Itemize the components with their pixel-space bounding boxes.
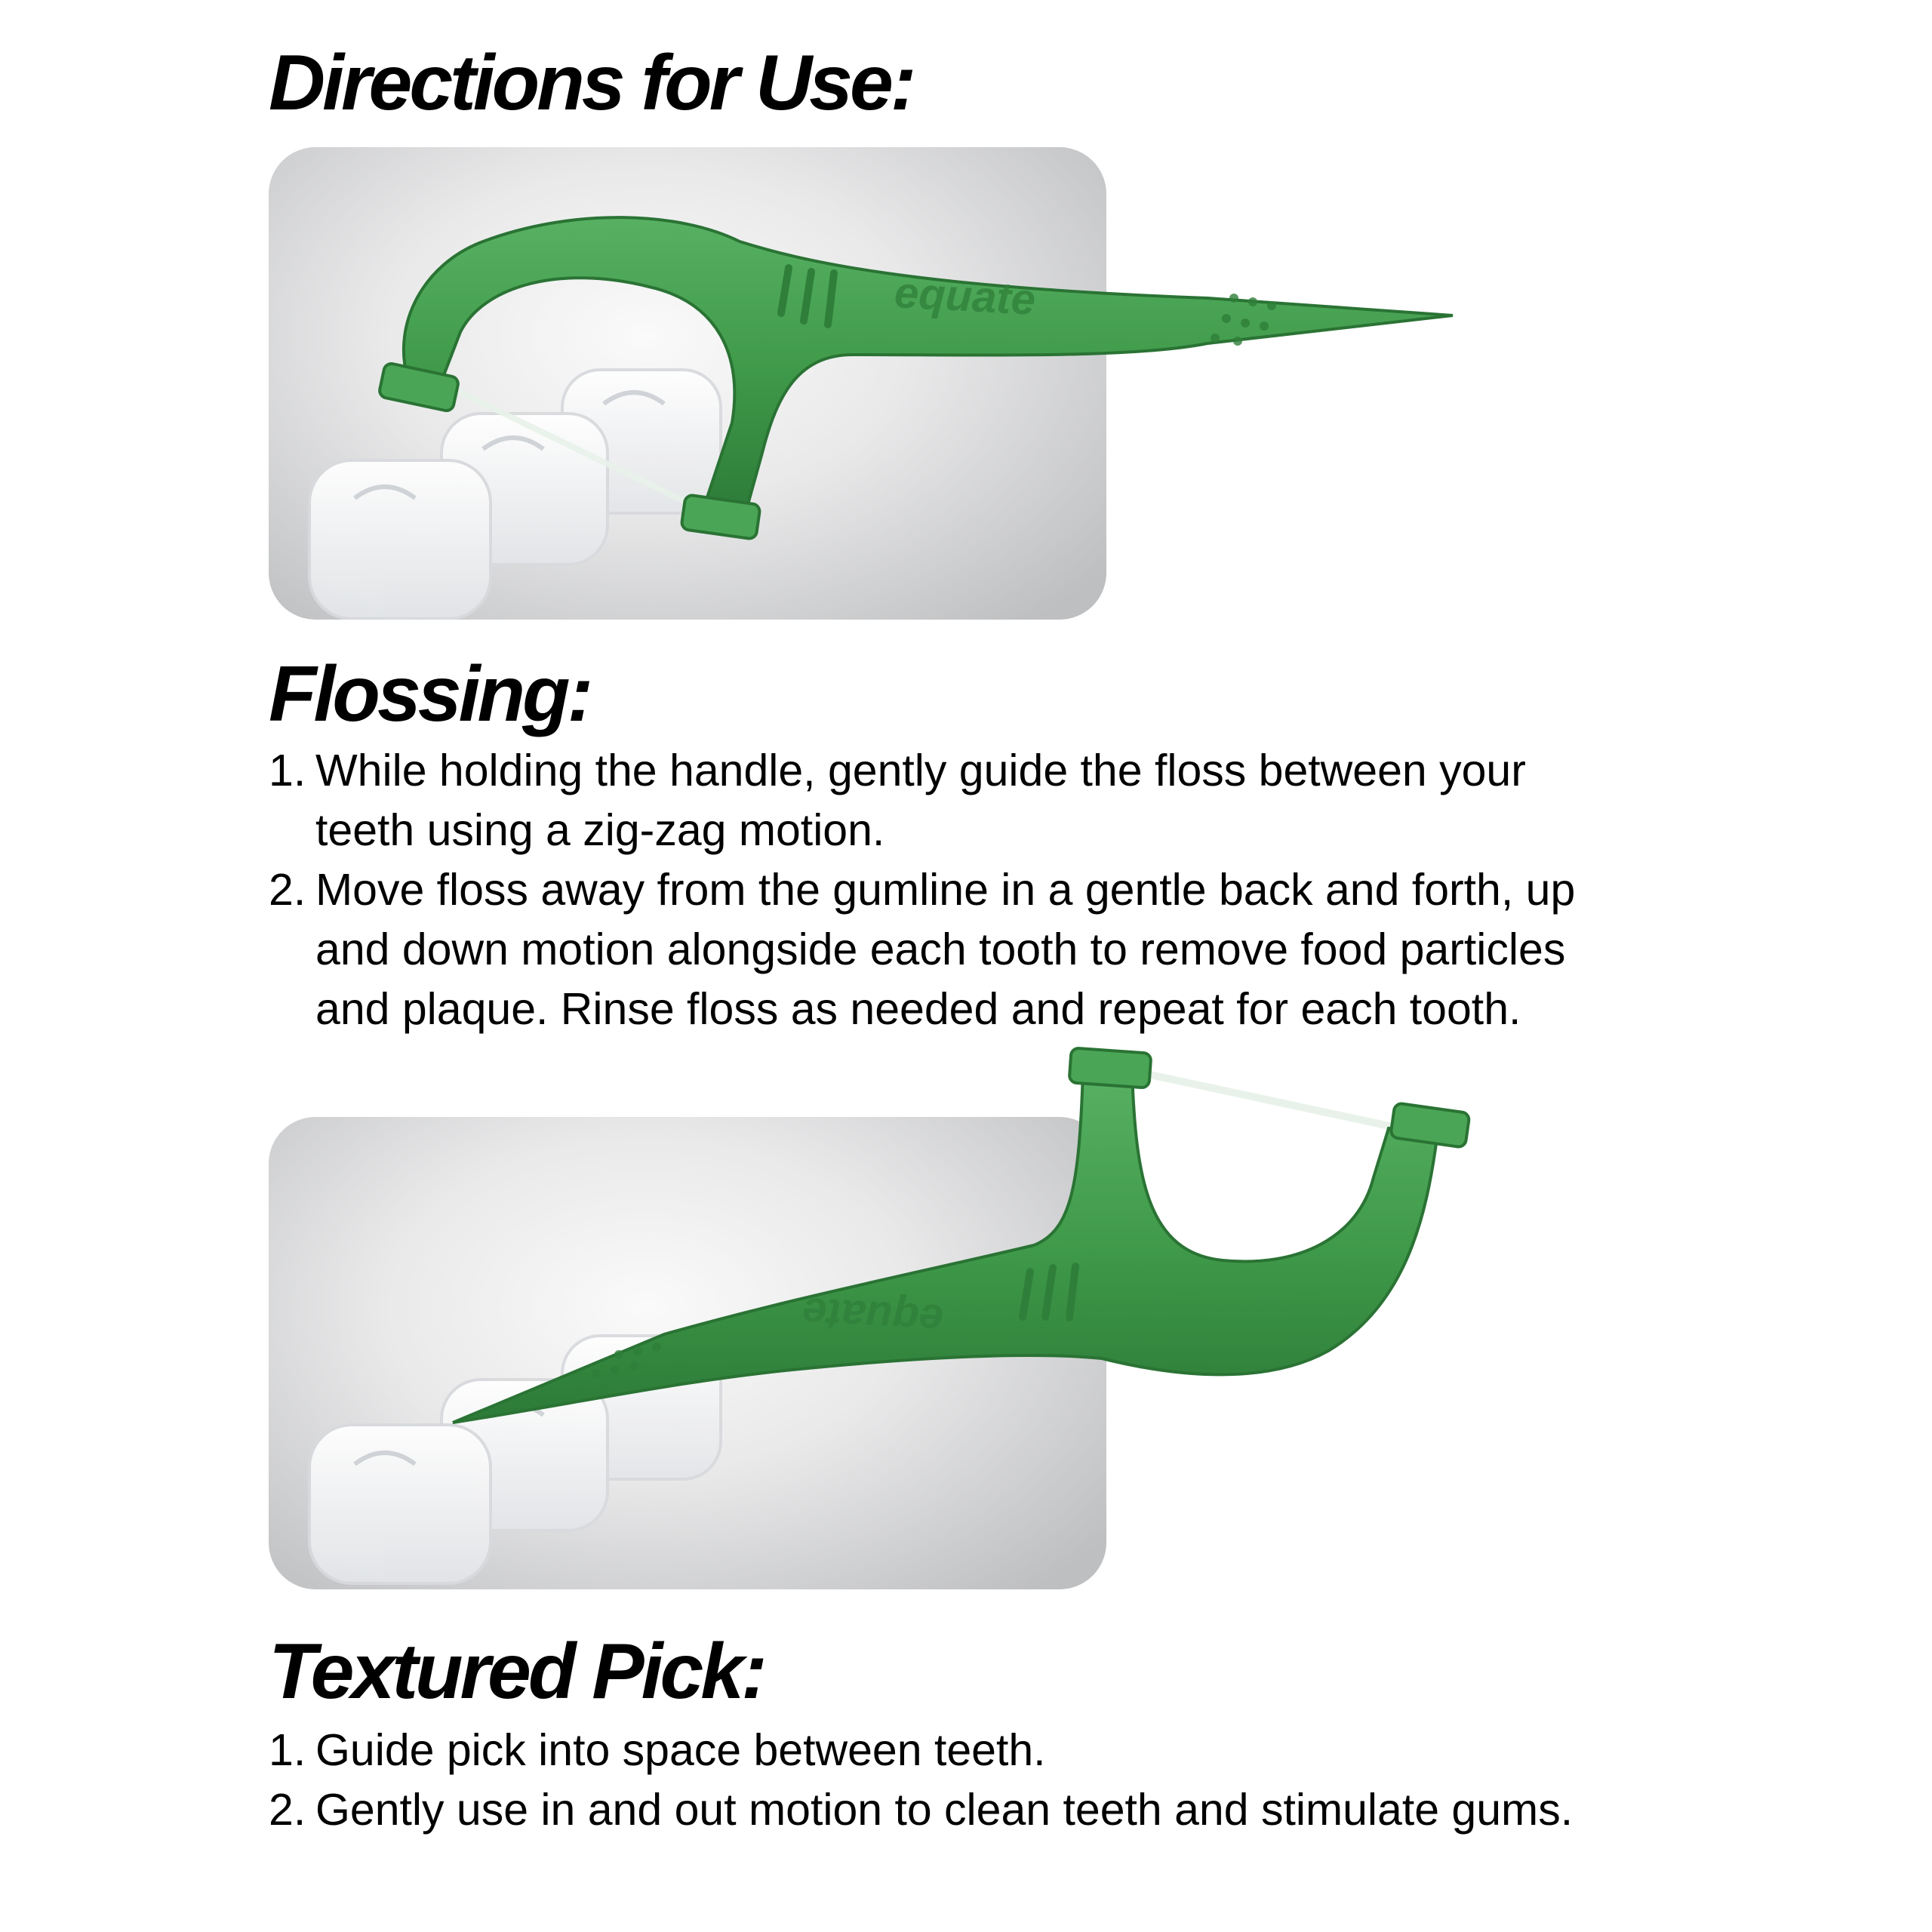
teeth-icon — [309, 370, 721, 619]
flossing-heading: Flossing: — [269, 651, 591, 738]
floss-line — [1136, 1072, 1400, 1128]
step-number: 1. — [269, 1725, 306, 1775]
step-text: Move floss away from the gumline in a gentle back and forth, up and down motion alongside each tooth to remove food particles and plaque. Rinse floss as needed and repeat for each tooth. — [315, 865, 1576, 1034]
step-number: 1. — [269, 746, 306, 795]
step-number: 2. — [269, 865, 306, 915]
step-text: Gently use in and out motion to clean teeth and stimulate gums. — [315, 1785, 1574, 1835]
textured-pick-heading: Textured Pick: — [269, 1628, 764, 1715]
step-number: 2. — [269, 1785, 306, 1835]
flosser-2-icon — [453, 1048, 1470, 1423]
step-text: Guide pick into space between teeth. — [315, 1725, 1046, 1775]
page-title: Directions for Use: — [269, 39, 914, 127]
brand-logo-2: equate — [801, 1287, 945, 1345]
step-text: While holding the handle, gently guide the floss between your teeth using a zig-zag motion. — [315, 746, 1526, 855]
brand-logo-1: equate — [893, 268, 1037, 325]
